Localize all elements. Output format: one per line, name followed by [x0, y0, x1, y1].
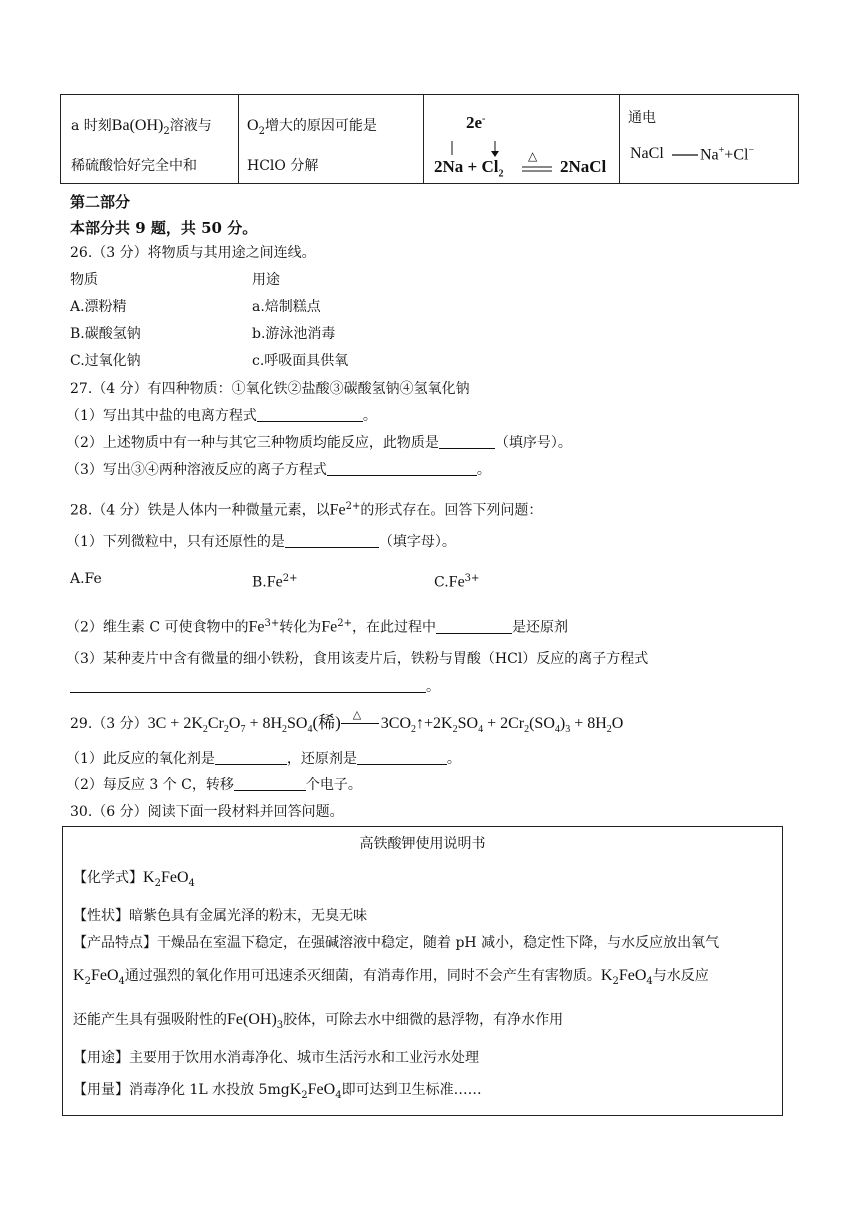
q26-option-b: B.碳酸氢钠 [70, 326, 141, 342]
ionization-line [672, 153, 700, 157]
table-cell-3 [424, 95, 620, 184]
features-line-3: 还能产生具有强吸附性的$Fe(OH)_3$胶体，可除去水中细微的悬浮物，有净水作用 [73, 1011, 564, 1031]
q26-use-a: a.焙制糕点 [252, 299, 321, 315]
q27-blank1[interactable] [257, 407, 363, 422]
q26-option-c: C.过氧化钠 [70, 353, 141, 369]
q28-option-a: A.Fe [70, 571, 102, 587]
dosage-line: 【用量】消毒净化 1L 水投放 5mgK$_2$FeO$_4$即可达到卫生标准…… [73, 1081, 482, 1101]
q27-blank3[interactable] [327, 461, 477, 476]
ba-formula: Ba [111, 117, 130, 134]
oh-subscript: 2 [163, 125, 170, 137]
q27-sub2: （2）上述物质中有一种与其它三种物质均能反应，此物质是 （填序号）。 [66, 435, 572, 451]
q26-header-substance: 物质 [70, 272, 98, 288]
features-line: 【产品特点】干燥品在室温下稳定，在强碱溶液中稳定，随着 pH 减小，稳定性下降，与水反应放出氧气 [73, 935, 720, 951]
q29-blank1[interactable] [215, 750, 287, 765]
heat-triangle: △ [528, 149, 538, 163]
cell1-text-post: 溶液与 [169, 118, 212, 134]
q29-blank2[interactable] [357, 750, 447, 765]
q29-blank3[interactable] [234, 776, 306, 791]
q28-sub3-answer: 。 [70, 678, 440, 696]
q29-equation-line [70, 709, 624, 741]
part-subtitle: 本部分共 9 题，共 50 分。 [70, 219, 258, 237]
q29-sub1: （1）此反应的氧化剂是 ，还原剂是 。 [66, 751, 461, 767]
reaction-product: 2NaCl [560, 157, 607, 176]
cell1-text-pre: a 时刻 [71, 118, 112, 134]
answer-table [60, 94, 799, 184]
electrolysis-label: 通电 [628, 110, 656, 126]
features-line-2: $K_2FeO_4$通过强烈的氧化作用可迅速杀灭细菌，有消毒作用，同时不会产生有害物质。$K_2FeO_4$与水反应 [73, 967, 709, 987]
q28-sub3: （3）某种麦片中含有微量的细小铁粉，食用该麦片后，铁粉与胃酸（HCl）反应的离子方程式 [66, 651, 649, 667]
q27-stem: 27.（4 分）有四种物质：①氧化铁②盐酸③碳酸氢钠④氢氧化钠 [70, 381, 470, 397]
cell1-line2: 稀硫酸恰好完全中和 [71, 157, 197, 174]
instruction-box [62, 826, 783, 1116]
q28-blank2[interactable] [436, 619, 512, 634]
q29-heat-arrow: △ [341, 717, 381, 731]
q28-blank3[interactable] [70, 678, 426, 693]
equals-sign [522, 165, 554, 173]
o2-formula: O [247, 117, 259, 134]
table-cell-2 [239, 95, 424, 184]
q28-sub2: （2）维生素 C 可使食物中的$Fe^{3+}$转化为$Fe^{2+}$，在此过程中 是还原剂 [66, 618, 569, 636]
q26-stem: 26.（3 分）将物质与其用途之间连线。 [70, 245, 316, 261]
q27-blank2[interactable] [439, 434, 495, 449]
ions: Na++Cl− [700, 145, 755, 164]
q30-stem: 30.（6 分）阅读下面一段材料并回答问题。 [70, 804, 344, 820]
q29-prefix: 29.（3 分） [70, 716, 148, 732]
q28-option-b: $B.Fe^{2+}$ [252, 573, 298, 591]
usage-line: 【用途】主要用于饮用水消毒净化、城市生活污水和工业污水处理 [73, 1050, 479, 1066]
q28-stem: 28.（4 分）铁是人体内一种微量元素，以$Fe^{2+}$的形式存在。回答下列问题： [70, 501, 543, 519]
instruction-title: 高铁酸钾使用说明书 [359, 836, 486, 852]
cell2-line2: HClO 分解 [247, 157, 319, 174]
reaction-reactants: $2Na + Cl_2$ [434, 157, 504, 180]
q26-use-c: c.呼吸面具供氧 [252, 353, 349, 369]
electron-label: 2e- [466, 113, 486, 132]
cell2-text: 增大的原因可能是 [264, 118, 377, 134]
nacl-formula: NaCl [630, 145, 664, 162]
electron-transfer-arrow [448, 139, 508, 159]
q29-sub2: （2）每反应 3 个 C，转移 个电子。 [66, 777, 362, 793]
q27-sub1: （1）写出其中盐的电离方程式 。 [66, 408, 377, 424]
q26-option-a: A.漂粉精 [70, 299, 127, 315]
q26-header-use: 用途 [252, 272, 280, 288]
q28-option-c: $C.Fe^{3+}$ [434, 573, 480, 591]
table-cell-4 [620, 95, 799, 184]
part-title: 第二部分 [70, 193, 131, 211]
q28-blank1[interactable] [285, 533, 379, 548]
q27-sub3: （3）写出③④两种溶液反应的离子方程式 。 [66, 462, 491, 478]
oh-formula: (OH) [129, 117, 164, 134]
chemical-formula-line: 【化学式】$K_2FeO_4$ [73, 869, 195, 889]
properties-line: 【性状】暗紫色具有金属光泽的粉末，无臭无味 [73, 908, 367, 924]
o2-subscript: 2 [258, 125, 265, 137]
q29-equation: $3C + 2K_2Cr_2O_7 + 8H_2SO_4$(稀) △ $3CO_2↑+2K_2SO_4 + 2Cr_2(SO_4)_3 + 8H_2O$ [147, 709, 624, 736]
q28-sub1: （1）下列微粒中，只有还原性的是 （填字母）。 [66, 534, 456, 550]
q26-use-b: b.游泳池消毒 [252, 326, 336, 342]
table-cell-1 [61, 95, 239, 184]
